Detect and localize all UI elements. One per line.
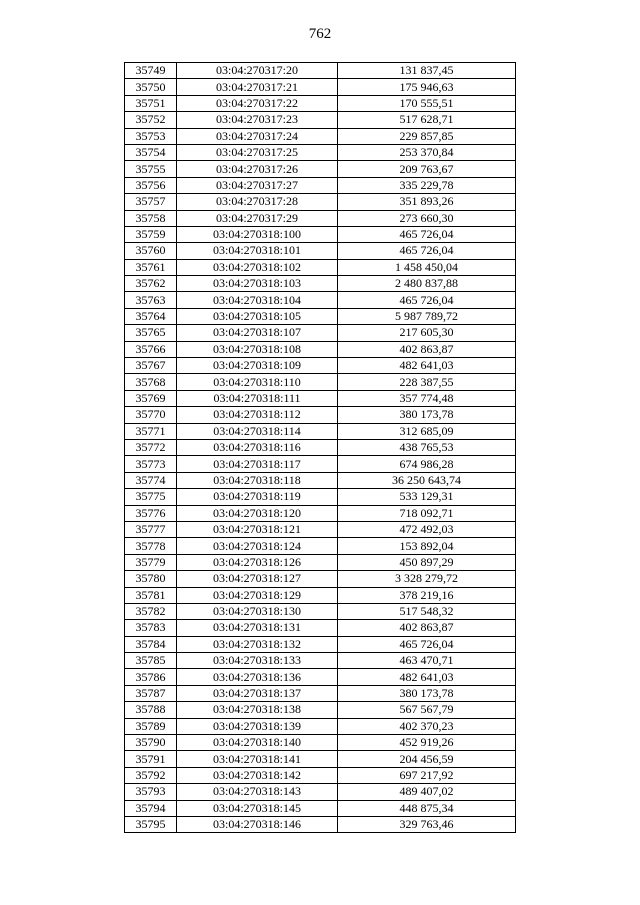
table-row: [125, 735, 516, 751]
value-cell: 312 685,09: [338, 423, 516, 439]
table-row: [125, 341, 516, 357]
value-cell: 448 875,34: [338, 800, 516, 816]
cadastral-number-cell: 03:04:270318:141: [177, 751, 338, 767]
table-row: [125, 653, 516, 669]
cadastral-number-cell: 03:04:270318:121: [177, 521, 338, 537]
value-cell: 131 837,45: [338, 63, 516, 79]
row-number-cell: 35755: [125, 161, 177, 177]
cadastral-number-cell: 03:04:270317:23: [177, 112, 338, 128]
value-cell: 217 605,30: [338, 325, 516, 341]
row-number-cell: 35765: [125, 325, 177, 341]
value-cell: 517 548,32: [338, 603, 516, 619]
cadastral-number-cell: 03:04:270318:116: [177, 439, 338, 455]
row-number-cell: 35779: [125, 554, 177, 570]
cadastral-number-cell: 03:04:270318:126: [177, 554, 338, 570]
table-row: [125, 702, 516, 718]
cadastral-number-cell: 03:04:270317:25: [177, 144, 338, 160]
table-row: [125, 816, 516, 832]
value-cell: 209 763,67: [338, 161, 516, 177]
table-row: [125, 554, 516, 570]
value-cell: 465 726,04: [338, 636, 516, 652]
value-cell: 674 986,28: [338, 456, 516, 472]
table-row: [125, 374, 516, 390]
value-cell: 482 641,03: [338, 669, 516, 685]
row-number-cell: 35781: [125, 587, 177, 603]
row-number-cell: 35783: [125, 620, 177, 636]
cadastral-number-cell: 03:04:270318:110: [177, 374, 338, 390]
value-cell: 228 387,55: [338, 374, 516, 390]
cadastral-number-cell: 03:04:270318:117: [177, 456, 338, 472]
table-row: [125, 718, 516, 734]
row-number-cell: 35792: [125, 767, 177, 783]
cadastral-number-cell: 03:04:270318:104: [177, 292, 338, 308]
table-row: [125, 505, 516, 521]
value-cell: 482 641,03: [338, 358, 516, 374]
cadastral-number-cell: 03:04:270318:100: [177, 226, 338, 242]
row-number-cell: 35749: [125, 63, 177, 79]
value-cell: 402 370,23: [338, 718, 516, 734]
row-number-cell: 35793: [125, 784, 177, 800]
table-row: [125, 538, 516, 554]
row-number-cell: 35785: [125, 653, 177, 669]
cadastral-number-cell: 03:04:270318:118: [177, 472, 338, 488]
value-cell: 402 863,87: [338, 341, 516, 357]
table-row: [125, 63, 516, 79]
row-number-cell: 35761: [125, 259, 177, 275]
cadastral-number-cell: 03:04:270318:112: [177, 407, 338, 423]
cadastral-number-cell: 03:04:270318:132: [177, 636, 338, 652]
table-row: [125, 128, 516, 144]
cadastral-table: [124, 62, 516, 833]
row-number-cell: 35770: [125, 407, 177, 423]
cadastral-number-cell: 03:04:270318:142: [177, 767, 338, 783]
cadastral-number-cell: 03:04:270318:105: [177, 308, 338, 324]
table-row: [125, 390, 516, 406]
value-cell: 465 726,04: [338, 292, 516, 308]
cadastral-number-cell: 03:04:270318:127: [177, 571, 338, 587]
value-cell: 2 480 837,88: [338, 276, 516, 292]
cadastral-number-cell: 03:04:270317:24: [177, 128, 338, 144]
row-number-cell: 35774: [125, 472, 177, 488]
value-cell: 380 173,78: [338, 407, 516, 423]
table-row: [125, 95, 516, 111]
table-row: [125, 194, 516, 210]
value-cell: 5 987 789,72: [338, 308, 516, 324]
row-number-cell: 35768: [125, 374, 177, 390]
cadastral-number-cell: 03:04:270317:21: [177, 79, 338, 95]
cadastral-number-cell: 03:04:270318:111: [177, 390, 338, 406]
value-cell: 153 892,04: [338, 538, 516, 554]
cadastral-number-cell: 03:04:270317:28: [177, 194, 338, 210]
value-cell: 357 774,48: [338, 390, 516, 406]
row-number-cell: 35760: [125, 243, 177, 259]
table-row: [125, 636, 516, 652]
cadastral-number-cell: 03:04:270317:20: [177, 63, 338, 79]
table-row: [125, 751, 516, 767]
cadastral-number-cell: 03:04:270317:22: [177, 95, 338, 111]
page-number: 762: [308, 26, 332, 42]
row-number-cell: 35777: [125, 521, 177, 537]
value-cell: 697 217,92: [338, 767, 516, 783]
cadastral-number-cell: 03:04:270318:133: [177, 653, 338, 669]
row-number-cell: 35788: [125, 702, 177, 718]
row-number-cell: 35771: [125, 423, 177, 439]
table-row: [125, 603, 516, 619]
value-cell: 472 492,03: [338, 521, 516, 537]
cadastral-number-cell: 03:04:270318:107: [177, 325, 338, 341]
row-number-cell: 35773: [125, 456, 177, 472]
row-number-cell: 35751: [125, 95, 177, 111]
value-cell: 1 458 450,04: [338, 259, 516, 275]
table-row: [125, 226, 516, 242]
table-row: [125, 144, 516, 160]
row-number-cell: 35769: [125, 390, 177, 406]
table-row: [125, 308, 516, 324]
row-number-cell: 35786: [125, 669, 177, 685]
row-number-cell: 35775: [125, 489, 177, 505]
row-number-cell: 35750: [125, 79, 177, 95]
table-row: [125, 210, 516, 226]
cadastral-number-cell: 03:04:270318:120: [177, 505, 338, 521]
value-cell: 465 726,04: [338, 226, 516, 242]
cadastral-number-cell: 03:04:270318:119: [177, 489, 338, 505]
table-row: [125, 784, 516, 800]
value-cell: 204 456,59: [338, 751, 516, 767]
row-number-cell: 35758: [125, 210, 177, 226]
row-number-cell: 35778: [125, 538, 177, 554]
table-row: [125, 489, 516, 505]
cadastral-number-cell: 03:04:270318:129: [177, 587, 338, 603]
value-cell: 229 857,85: [338, 128, 516, 144]
table-row: [125, 276, 516, 292]
row-number-cell: 35754: [125, 144, 177, 160]
cadastral-number-cell: 03:04:270318:103: [177, 276, 338, 292]
table-body: [125, 63, 516, 833]
value-cell: 567 567,79: [338, 702, 516, 718]
cadastral-number-cell: 03:04:270318:139: [177, 718, 338, 734]
value-cell: 465 726,04: [338, 243, 516, 259]
table-row: [125, 177, 516, 193]
table-row: [125, 243, 516, 259]
row-number-cell: 35762: [125, 276, 177, 292]
value-cell: 351 893,26: [338, 194, 516, 210]
row-number-cell: 35776: [125, 505, 177, 521]
row-number-cell: 35756: [125, 177, 177, 193]
value-cell: 273 660,30: [338, 210, 516, 226]
cadastral-number-cell: 03:04:270318:145: [177, 800, 338, 816]
cadastral-number-cell: 03:04:270318:138: [177, 702, 338, 718]
cadastral-number-cell: 03:04:270318:136: [177, 669, 338, 685]
table-row: [125, 571, 516, 587]
row-number-cell: 35766: [125, 341, 177, 357]
cadastral-number-cell: 03:04:270318:130: [177, 603, 338, 619]
value-cell: 378 219,16: [338, 587, 516, 603]
value-cell: 450 897,29: [338, 554, 516, 570]
table-row: [125, 423, 516, 439]
row-number-cell: 35764: [125, 308, 177, 324]
table-row: [125, 472, 516, 488]
cadastral-number-cell: 03:04:270318:143: [177, 784, 338, 800]
value-cell: 718 092,71: [338, 505, 516, 521]
row-number-cell: 35782: [125, 603, 177, 619]
value-cell: 36 250 643,74: [338, 472, 516, 488]
table-row: [125, 767, 516, 783]
value-cell: 533 129,31: [338, 489, 516, 505]
table-row: [125, 620, 516, 636]
table-row: [125, 800, 516, 816]
value-cell: 489 407,02: [338, 784, 516, 800]
table-row: [125, 259, 516, 275]
value-cell: 517 628,71: [338, 112, 516, 128]
cadastral-number-cell: 03:04:270317:26: [177, 161, 338, 177]
cadastral-number-cell: 03:04:270318:102: [177, 259, 338, 275]
cadastral-number-cell: 03:04:270318:101: [177, 243, 338, 259]
table-row: [125, 112, 516, 128]
row-number-cell: 35795: [125, 816, 177, 832]
table-row: [125, 521, 516, 537]
value-cell: 463 470,71: [338, 653, 516, 669]
row-number-cell: 35757: [125, 194, 177, 210]
cadastral-number-cell: 03:04:270318:109: [177, 358, 338, 374]
table-row: [125, 325, 516, 341]
cadastral-number-cell: 03:04:270318:146: [177, 816, 338, 832]
table-row: [125, 669, 516, 685]
row-number-cell: 35753: [125, 128, 177, 144]
cadastral-number-cell: 03:04:270318:131: [177, 620, 338, 636]
row-number-cell: 35789: [125, 718, 177, 734]
row-number-cell: 35791: [125, 751, 177, 767]
row-number-cell: 35752: [125, 112, 177, 128]
value-cell: 380 173,78: [338, 685, 516, 701]
row-number-cell: 35784: [125, 636, 177, 652]
cadastral-number-cell: 03:04:270318:137: [177, 685, 338, 701]
table-row: [125, 358, 516, 374]
value-cell: 253 370,84: [338, 144, 516, 160]
table-row: [125, 456, 516, 472]
cadastral-number-cell: 03:04:270318:124: [177, 538, 338, 554]
cadastral-number-cell: 03:04:270317:27: [177, 177, 338, 193]
table-row: [125, 407, 516, 423]
value-cell: 438 765,53: [338, 439, 516, 455]
cadastral-number-cell: 03:04:270318:114: [177, 423, 338, 439]
value-cell: 335 229,78: [338, 177, 516, 193]
value-cell: 170 555,51: [338, 95, 516, 111]
row-number-cell: 35772: [125, 439, 177, 455]
value-cell: 402 863,87: [338, 620, 516, 636]
row-number-cell: 35790: [125, 735, 177, 751]
cadastral-number-cell: 03:04:270318:140: [177, 735, 338, 751]
value-cell: 3 328 279,72: [338, 571, 516, 587]
row-number-cell: 35794: [125, 800, 177, 816]
cadastral-number-cell: 03:04:270317:29: [177, 210, 338, 226]
table-row: [125, 685, 516, 701]
value-cell: 329 763,46: [338, 816, 516, 832]
row-number-cell: 35767: [125, 358, 177, 374]
value-cell: 175 946,63: [338, 79, 516, 95]
table-row: [125, 587, 516, 603]
cadastral-number-cell: 03:04:270318:108: [177, 341, 338, 357]
row-number-cell: 35763: [125, 292, 177, 308]
row-number-cell: 35787: [125, 685, 177, 701]
value-cell: 452 919,26: [338, 735, 516, 751]
table-row: [125, 439, 516, 455]
table-row: [125, 292, 516, 308]
row-number-cell: 35780: [125, 571, 177, 587]
table-row: [125, 79, 516, 95]
table-row: [125, 161, 516, 177]
row-number-cell: 35759: [125, 226, 177, 242]
